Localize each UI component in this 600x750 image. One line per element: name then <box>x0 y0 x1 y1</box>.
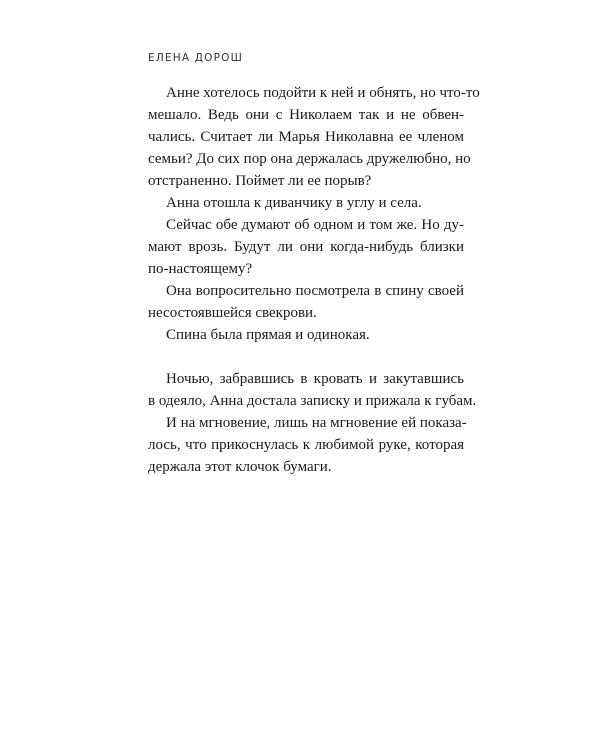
paragraph-7-line-1: И на мгновение, лишь на мгновение ей показа- <box>166 415 467 431</box>
paragraph-6-line-1: Ночью, забравшись в кровать и закутавшись <box>166 371 464 387</box>
paragraph-1-line-1: Анне хотелось подойти к ней и обнять, но что-то <box>166 85 480 101</box>
paragraph-3-line-3: по-настоящему? <box>148 261 253 277</box>
section-break <box>148 346 464 368</box>
paragraph-7-line-2: лось, что прикоснулась к любимой руке, которая <box>148 437 464 453</box>
paragraph-1-line-5: отстраненно. Поймет ли ее порыв? <box>148 173 372 189</box>
body-text <box>148 82 480 478</box>
paragraph-2-line-1: Анна отошла к диванчику в углу и села. <box>166 195 422 211</box>
paragraph-3-line-1: Сейчас обе думают об одном и том же. Но ду- <box>166 217 464 233</box>
paragraph-5-line-1: Спина была прямая и одинокая. <box>166 327 370 343</box>
paragraph-3-line-2: мают врозь. Будут ли они когда-нибудь близки <box>148 239 464 255</box>
paragraph-4-line-2: несостоявшейся свекрови. <box>148 305 317 321</box>
paragraph-1-line-3: чались. Считает ли Марья Николавна ее членом <box>148 129 464 145</box>
running-head-author: ЕЛЕНА ДОРОШ <box>148 52 244 64</box>
paragraph-4-line-1: Она вопросительно посмотрела в спину своей <box>166 283 464 299</box>
paragraph-7-line-3: держала этот клочок бумаги. <box>148 459 332 475</box>
paragraph-1-line-4: семьи? До сих пор она держалась дружелюбно, но <box>148 151 471 167</box>
paragraph-6-line-2: в одеяло, Анна достала записку и прижала к губам. <box>148 393 477 409</box>
paragraph-1-line-2: мешало. Ведь они с Николаем так и не обвен- <box>148 107 464 123</box>
